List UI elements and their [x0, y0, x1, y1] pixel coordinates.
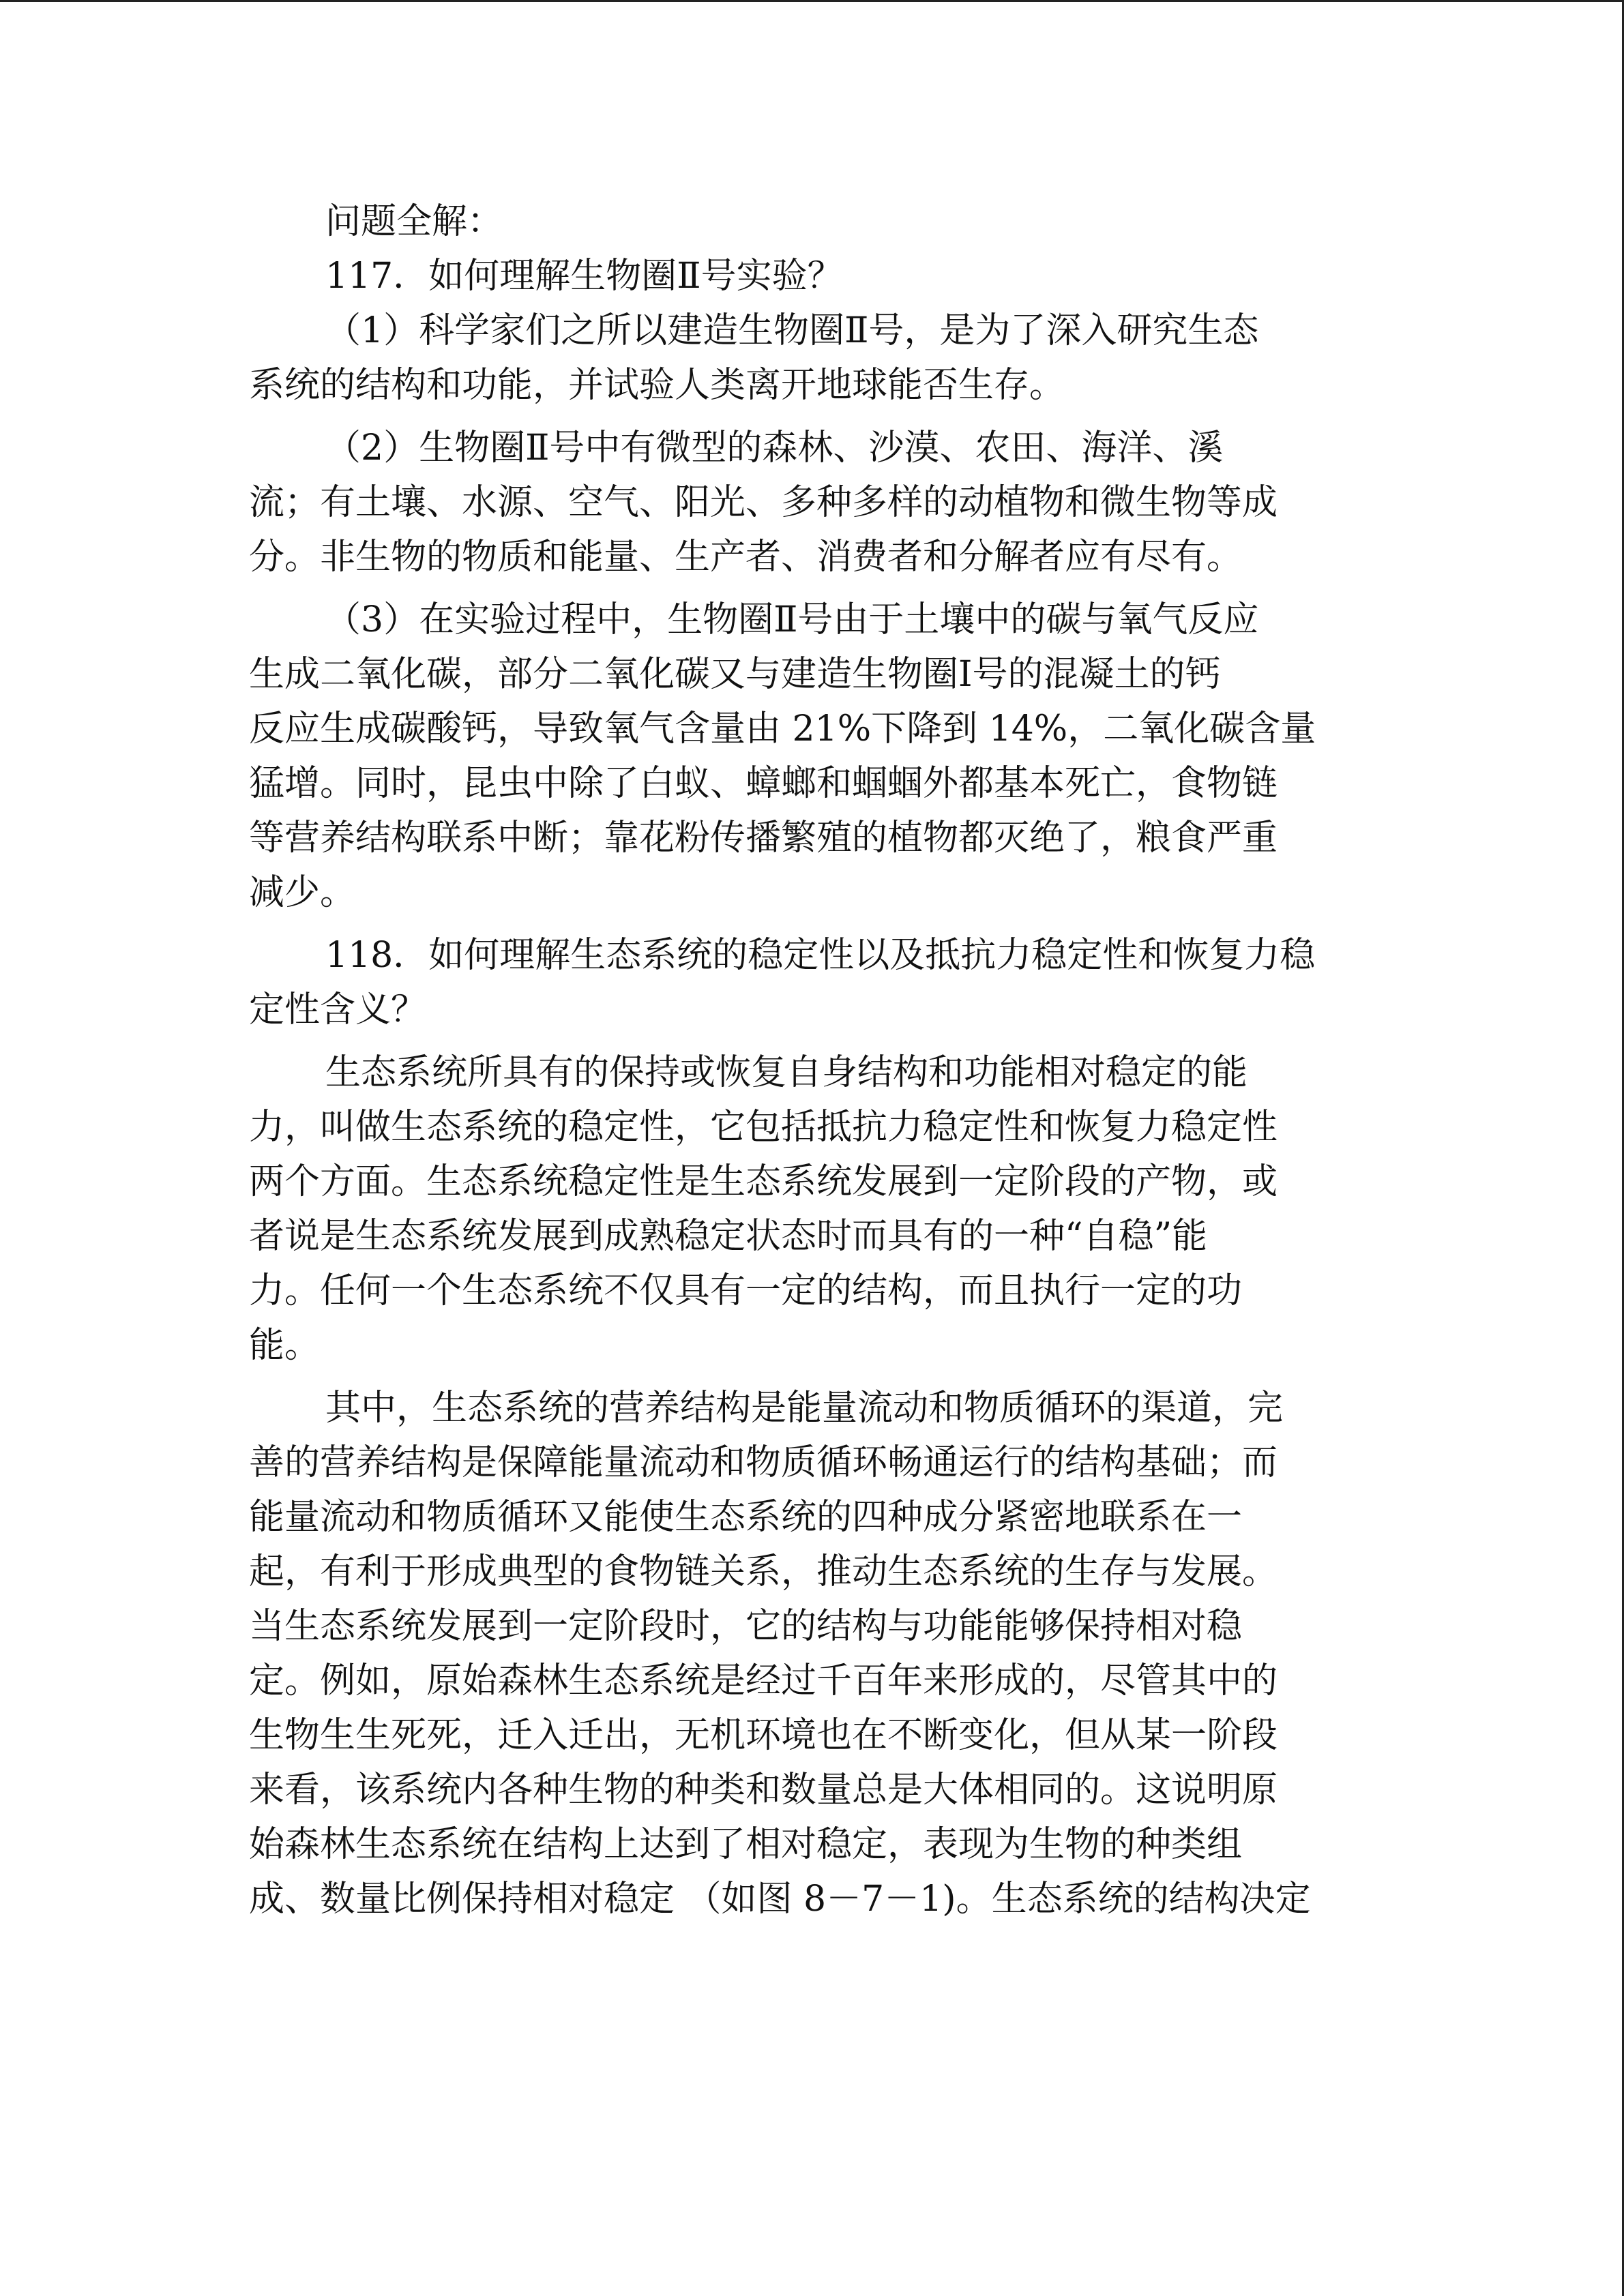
section-title: 问题全解：: [325, 201, 503, 242]
text-line: 始森林生态系统在结构上达到了相对稳定，表现为生物的种类组: [249, 1824, 1243, 1865]
text-line: 善的营养结构是保障能量流动和物质循环畅通运行的结构基础；而: [249, 1442, 1278, 1483]
text-line: 反应生成碳酸钙，导致氧气含量由 21%下降到 14%，二氧化碳含量: [249, 709, 1316, 749]
text-line: 其中，生态系统的营养结构是能量流动和物质循环的渠道，完: [325, 1388, 1284, 1429]
q117-paragraph-2: [249, 421, 1381, 584]
page-edge-top: [0, 0, 1624, 2]
text-line: 流；有土壤、水源、空气、阳光、多种多样的动植物和微生物等成: [249, 482, 1278, 523]
text-line: 生态系统所具有的保持或恢复自身结构和功能相对稳定的能: [325, 1052, 1248, 1093]
question-118-title: [249, 928, 1381, 1037]
text-line: 能。: [249, 1325, 321, 1366]
q118-paragraph-1: [249, 1045, 1381, 1373]
text-line: 来看，该系统内各种生物的种类和数量总是大体相同的。这说明原: [249, 1770, 1278, 1810]
q118-paragraph-2: [249, 1381, 1381, 1926]
q117-paragraph-1: [249, 303, 1381, 413]
text-line: 力。任何一个生态系统不仅具有一定的结构，而且执行一定的功: [249, 1270, 1243, 1311]
text-line: 定。例如，原始森林生态系统是经过千百年来形成的，尽管其中的: [249, 1660, 1278, 1701]
text-line: 两个方面。生态系统稳定性是生态系统发展到一定阶段的产物，或: [249, 1161, 1278, 1202]
document-body: [249, 194, 1381, 1926]
q117-paragraph-3: [249, 593, 1381, 920]
text-line: 猛增。同时，昆虫中除了白蚁、蟑螂和蝈蝈外都基本死亡，食物链: [249, 763, 1278, 804]
text-line: 生物生生死死，迁入迁出，无机环境也在不断变化，但从某一阶段: [249, 1715, 1278, 1756]
text-line: 分。非生物的物质和能量、生产者、消费者和分解者应有尽有。: [249, 537, 1243, 578]
text-line: 能量流动和物质循环又能使生态系统的四种成分紧密地联系在一: [249, 1497, 1243, 1538]
text-line: 力，叫做生态系统的稳定性，它包括抵抗力稳定性和恢复力稳定性: [249, 1107, 1278, 1148]
question-117-title: 117．如何理解生物圈Ⅱ号实验？: [325, 256, 843, 297]
text-line: （2）生物圈Ⅱ号中有微型的森林、沙漠、农田、海洋、溪: [325, 428, 1224, 468]
text-line: 者说是生态系统发展到成熟稳定状态时而具有的一种“自稳”能: [249, 1216, 1208, 1257]
text-line: 118．如何理解生态系统的稳定性以及抵抗力稳定性和恢复力稳: [325, 935, 1316, 976]
text-line: （1）科学家们之所以建造生物圈Ⅱ号，是为了深入研究生态: [325, 310, 1259, 351]
text-line: 成、数量比例保持相对稳定 （如图 8－7－1)。生态系统的结构决定: [249, 1879, 1311, 1920]
text-line: 起，有利于形成典型的食物链关系，推动生态系统的生存与发展。: [249, 1551, 1278, 1592]
text-line: 生成二氧化碳，部分二氧化碳又与建造生物圈Ⅰ号的混凝土的钙: [249, 654, 1221, 695]
text-line: 定性含义？: [249, 989, 427, 1030]
text-line: 等营养结构联系中断；靠花粉传播繁殖的植物都灭绝了，粮食严重: [249, 818, 1278, 859]
text-line: 减少。: [249, 872, 356, 913]
text-line: 系统的结构和功能，并试验人类离开地球能否生存。: [249, 365, 1065, 406]
text-line: （3）在实验过程中，生物圈Ⅱ号由于土壤中的碳与氧气反应: [325, 599, 1259, 640]
text-line: 当生态系统发展到一定阶段时，它的结构与功能能够保持相对稳: [249, 1606, 1243, 1647]
